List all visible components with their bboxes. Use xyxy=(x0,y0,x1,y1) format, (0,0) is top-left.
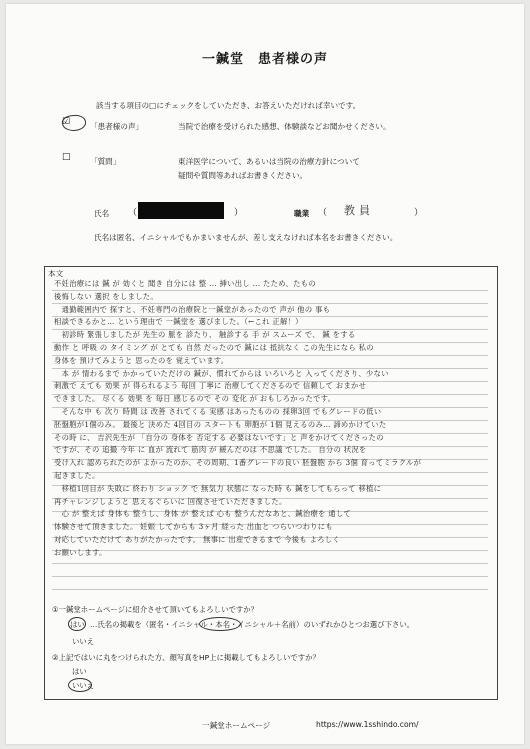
ruled-line xyxy=(52,589,488,590)
handwritten-body-text[interactable]: 不妊治療には 鍼 が 効くと 聞き 自分には 整 ... 挿い出し ... たため、たもの 後悔しない 選択 をしました。 通勤範囲内で 探すと、不妊専門の治療院と一鍼堂があったので 声が 他の 事も 相談できるかと… という理由で 一鍼堂を 選びました。（←これ 正解！） 初診時 緊張しましたが 先生の 脈を 診たり、 触診する 手 が スムーズ で、 鍼 をする 動作 と 呼吸 の タイミング が とても 自然 だったので 鍼には 抵抗なく この先生になら 私の 身体を 預けてみようと 思ったのを 覚えています。 本 が 情わるまで かかっていただけの 鍼が、慣れてからは いろいろと 入ってくださり、少ない 刺激で えても 効果 が 得られるよう 毎回 丁寧に 治療してくださるので 信頼して おまかせ できました。 尽くる 効果 を 毎日 感じるので その 変化 が おもしろかったです。 そんな中 も 次り 時間 は 改善 されてくる 実感 はあったものの 採卵3回 でもグレードの低い 胚盤胞が1個のみ。 最後と 決めた 4回目の スタートも 卵胞が 1個 見えるのみ… 諦めかけていた その時 に、 吉沢先生が 「自分の 身体を 否定する 必要はないです」と 声をかけてくださったの ですが、その 追撮 今年 に 血が 流れて 筋肉 が 緩んだのは 不思議 でした。 自分の 状況を 受け入れ 認められたのが よかったのか、その周期、1番グレードの良い 胚盤胞 から 3個 育ってミラクルが 起きました。 移植1回目が 失敗に 終わり ショック で 無気力 状態に なった時 も 鍼をしてもらって 移植に 再チャレンジしようと 思えるぐらいに 回復させていただきました。 心 が 整えば 身体も 整うし、身体 が 整えば 心も 整うんだなあと、鍼治療を 通して 体験させて頂きました。 妊娠 してからも 3ヶ月 経った 出血と つらいつわりにも 対応していただけて ありがたかったです。 無事に 出産できるまで 今後も よろしく お願いします。 xyxy=(54,279,422,557)
option-question-desc-line2: 疑問や質問等あればお書きください。 xyxy=(178,171,308,180)
q2-no-option[interactable]: いいえ xyxy=(72,681,95,690)
ruled-line xyxy=(52,563,488,564)
q2-yes-option[interactable]: はい xyxy=(72,667,87,676)
question-1: ①一鍼堂ホームページに紹介させて頂いてもよろしいですか？ xyxy=(52,605,259,614)
job-paren-close: ） xyxy=(414,208,424,218)
name-paren-open: （ xyxy=(128,208,138,218)
footer-url-link[interactable]: https://www.1sshindo.com/ xyxy=(316,720,419,729)
q1-detail: …氏名の掲載を（匿名・イニシャル・本名・イニシャル＋名前）のいずれかひとつお選び下さい。 xyxy=(90,620,415,629)
page-title: 一鍼堂 患者様の声 xyxy=(201,52,328,67)
name-paren-close: ） xyxy=(234,208,244,218)
checkbox-patient-voice[interactable]: ☑ xyxy=(62,117,71,127)
checkbox-question[interactable]: □ xyxy=(62,152,71,162)
q1-yes-option[interactable]: はい xyxy=(70,620,85,629)
option-question-desc-line1: 東洋医学について、あるいは当院の治療方針について xyxy=(178,157,360,166)
form-sheet xyxy=(6,4,524,744)
body-label: 本文 xyxy=(48,269,64,278)
ruled-line xyxy=(52,576,488,577)
name-label: 氏名 xyxy=(94,209,110,218)
intro-text: 該当する項目の□にチェックをしていただき、お答えいただければ幸いです。 xyxy=(96,101,361,110)
question-2: ②上記ではいに丸をつけられた方、顔写真をHP上に掲載してもよろしいですか？ xyxy=(52,653,320,662)
job-label: 職業 xyxy=(294,209,310,218)
option-patient-voice-desc: 当院で治療を受けられた感想、体験談などお聞かせください。 xyxy=(178,122,391,131)
job-paren-open: （ xyxy=(318,208,328,218)
option-patient-voice-label: 「患者様の声」 xyxy=(90,122,144,131)
option-question-label: 「質問」 xyxy=(90,157,121,166)
name-notice: 氏名は匿名、イニシャルでもかまいませんが、差し支えなければ本名をお書きください。 xyxy=(94,233,398,242)
footer-label: 一鍼堂ホームページ xyxy=(202,721,271,730)
q1-no-option[interactable]: いいえ xyxy=(72,637,95,646)
redacted-name xyxy=(138,202,224,219)
job-field[interactable]: 教員 xyxy=(344,204,374,217)
